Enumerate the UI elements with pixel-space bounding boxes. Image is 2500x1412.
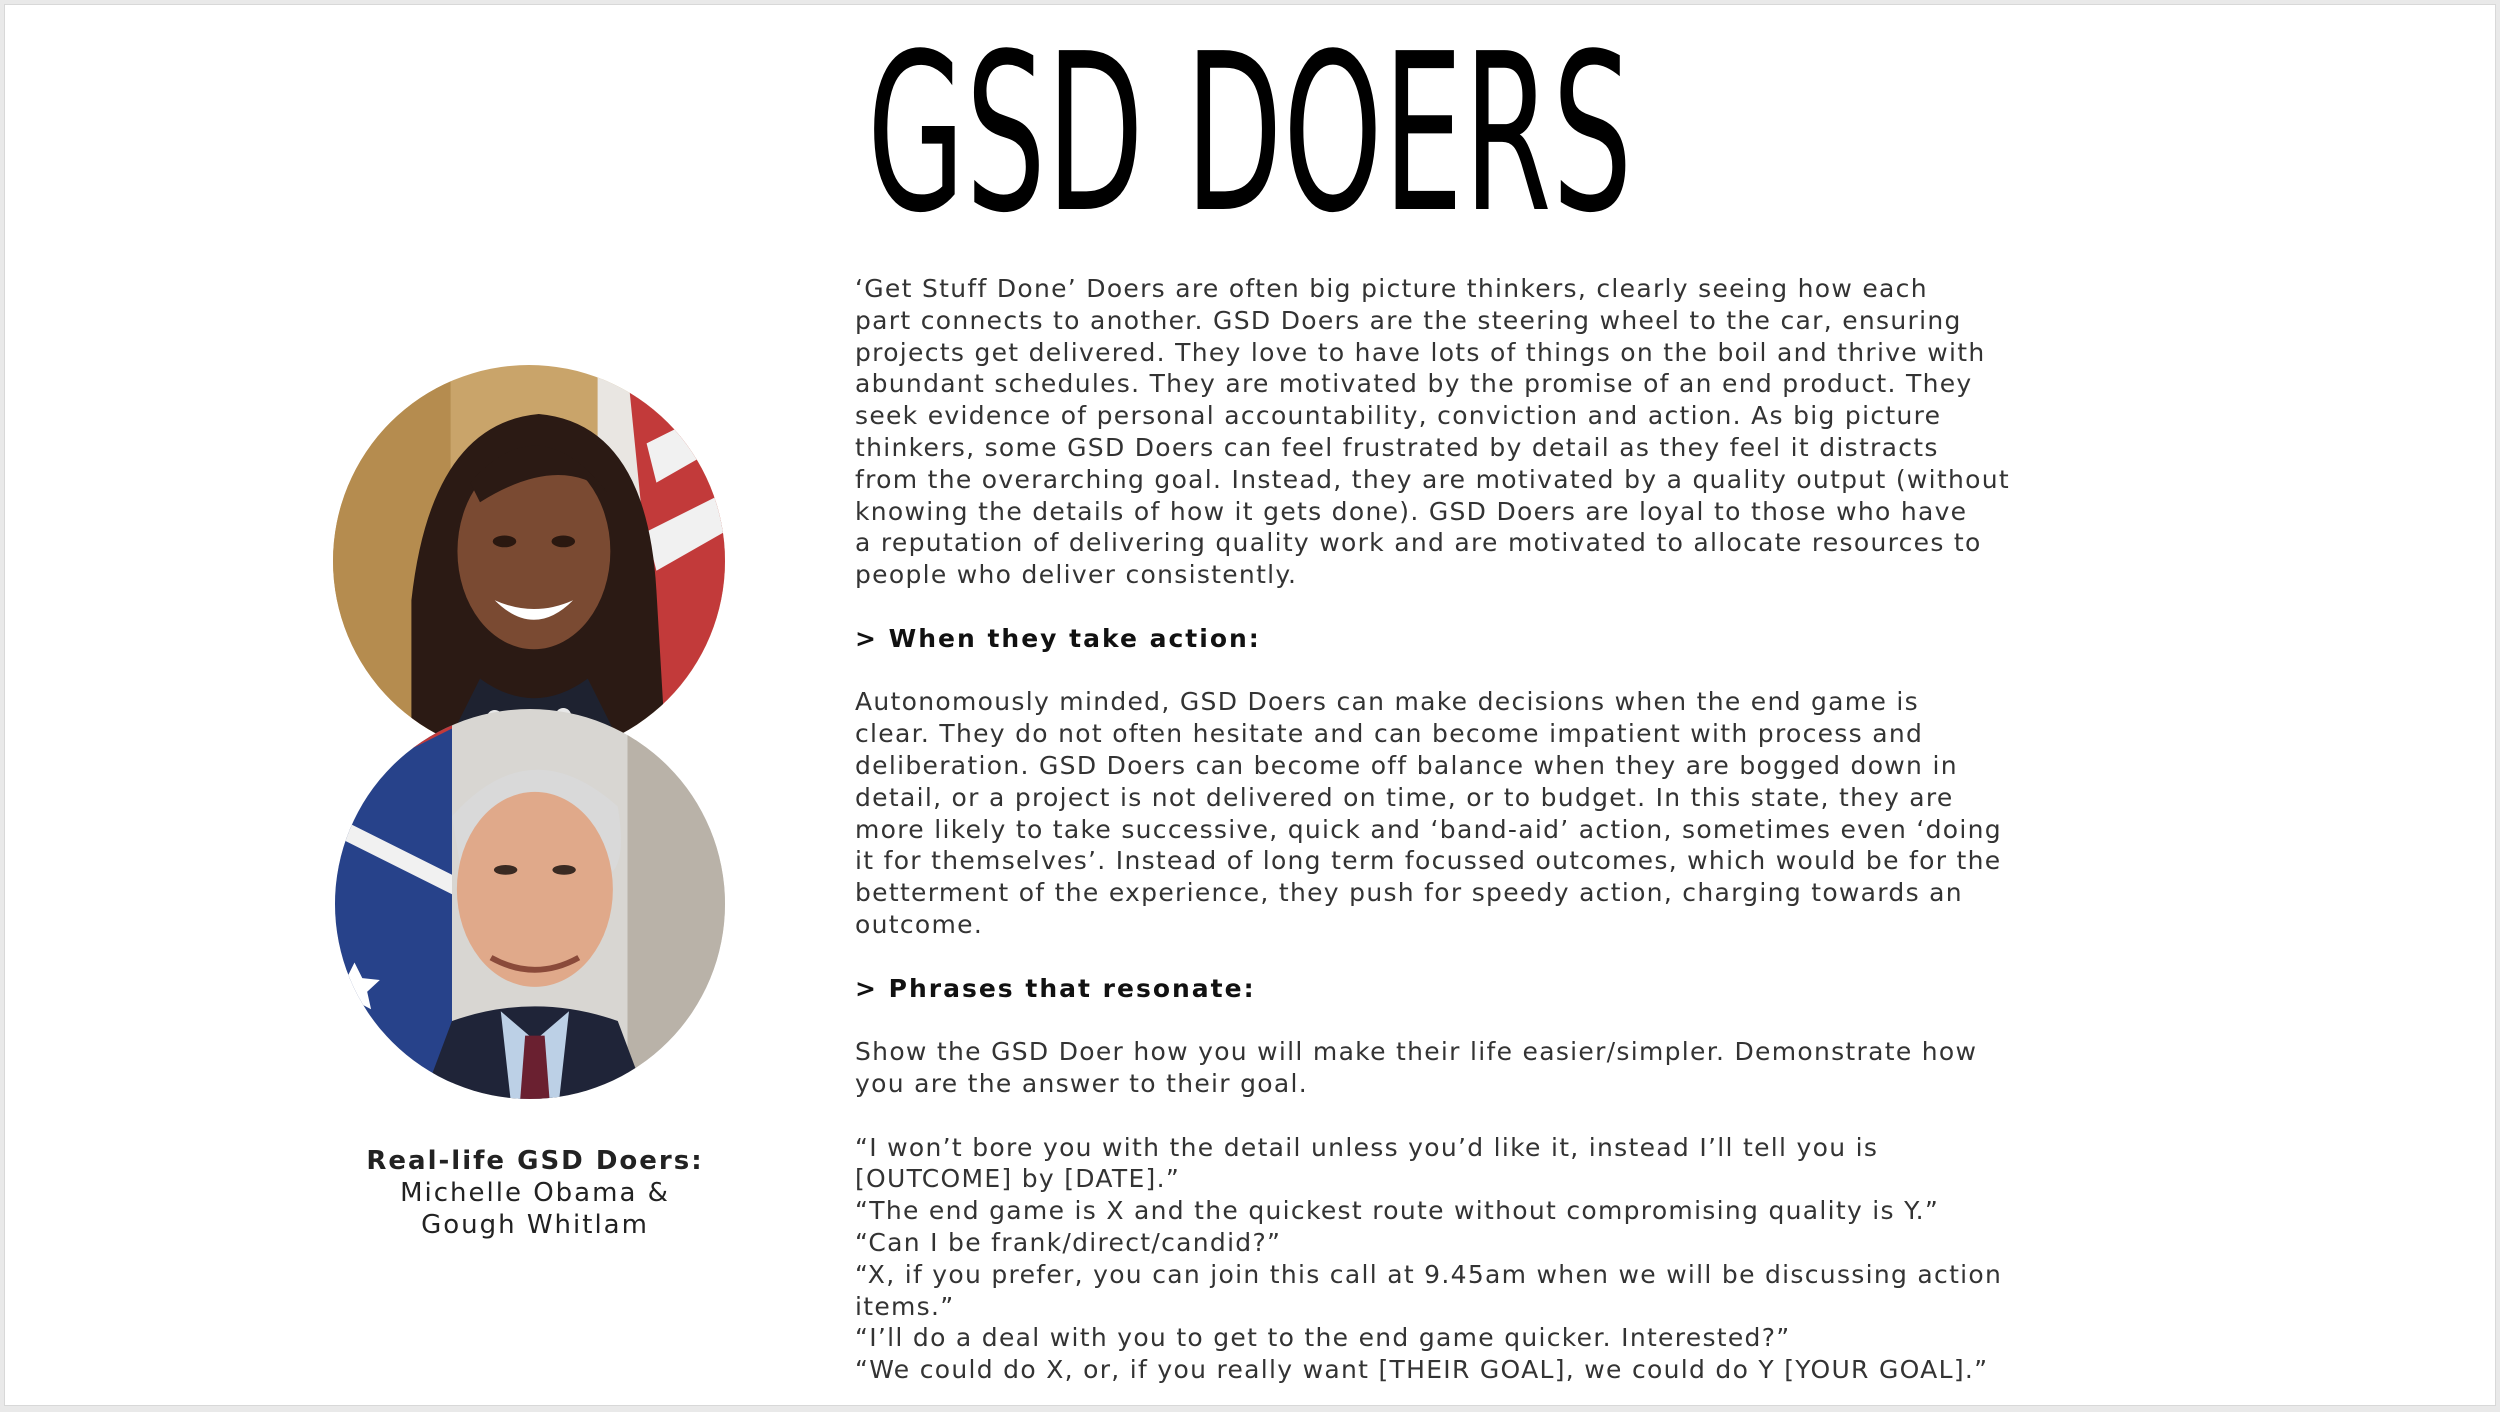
phrase-line: “I’ll do a deal with you to get to the end game quicker. Interested?”	[855, 1323, 1791, 1353]
caption-title: Real-life GSD Doers:	[366, 1146, 704, 1176]
action-line: betterment of the experience, they push for speedy action, charging towards an	[855, 878, 1963, 908]
action-line: outcome.	[855, 909, 984, 939]
intro-line: from the overarching goal. Instead, they are motivated by a quality output (without	[855, 464, 2010, 494]
action-line: deliberation. GSD Doers can become off balance when they are bogged down in	[855, 750, 1958, 780]
phrase-line: items.”	[855, 1291, 955, 1321]
action-line: it for themselves’. Instead of long term focussed outcomes, which would be for the	[855, 846, 2002, 876]
intro-line: a reputation of delivering quality work and are motivated to allocate resources to	[855, 528, 1982, 558]
caption-line-1: Michelle Obama &	[400, 1178, 670, 1208]
slide-title: GSD DOERS	[867, 8, 1633, 261]
intro-line: ‘Get Stuff Done’ Doers are often big picture thinkers, clearly seeing how each	[855, 274, 1928, 303]
phrases-heading: > Phrases that resonate:	[855, 973, 1256, 1003]
intro-line: abundant schedules. They are motivated by the promise of an end product. They	[855, 369, 1973, 399]
phrase-line: [OUTCOME] by [DATE].”	[855, 1164, 1181, 1194]
caption	[335, 1145, 735, 1241]
phrase-line: “X, if you prefer, you can join this call at 9.45am when we will be discussing action	[855, 1259, 2003, 1289]
action-heading: > When they take action:	[855, 623, 1261, 653]
portrait-michelle-obama-image	[333, 365, 725, 757]
intro-line: projects get delivered. They love to have lots of things on the boil and thrive with	[855, 337, 1986, 367]
intro-line: people who deliver consistently.	[855, 560, 1298, 590]
action-line: detail, or a project is not delivered on time, or to budget. In this state, they are	[855, 782, 1954, 812]
intro-line: part connects to another. GSD Doers are the steering wheel to the car, ensuring	[855, 305, 1962, 335]
intro-line: seek evidence of personal accountability, conviction and action. As big picture	[855, 401, 1942, 431]
caption-line-2: Gough Whitlam	[421, 1210, 649, 1240]
body-text	[855, 273, 2175, 1386]
portrait-gough-whitlam	[335, 709, 725, 1099]
portrait-gough-whitlam-image	[335, 709, 725, 1099]
phrases-intro-line: you are the answer to their goal.	[855, 1068, 1308, 1098]
phrase-line: “Can I be frank/direct/candid?”	[855, 1227, 1282, 1257]
slide	[4, 4, 2496, 1406]
action-line: more likely to take successive, quick and ‘band-aid’ action, sometimes even ‘doing	[855, 814, 2002, 844]
action-line: clear. They do not often hesitate and can become impatient with process and	[855, 719, 1924, 749]
intro-line: thinkers, some GSD Doers can feel frustrated by detail as they feel it distracts	[855, 432, 1939, 462]
portrait-michelle-obama	[333, 365, 725, 757]
phrases-intro-line: Show the GSD Doer how you will make their life easier/simpler. Demonstrate how	[855, 1037, 1978, 1067]
phrase-line: “I won’t bore you with the detail unless you’d like it, instead I’ll tell you is	[855, 1132, 1879, 1162]
phrase-line: “We could do X, or, if you really want [THEIR GOAL], we could do Y [YOUR GOAL].”	[855, 1355, 1989, 1385]
intro-line: knowing the details of how it gets done). GSD Doers are loyal to those who have	[855, 496, 1968, 526]
action-line: Autonomously minded, GSD Doers can make decisions when the end game is	[855, 687, 1919, 717]
phrase-line: “The end game is X and the quickest route without compromising quality is Y.”	[855, 1196, 1940, 1226]
